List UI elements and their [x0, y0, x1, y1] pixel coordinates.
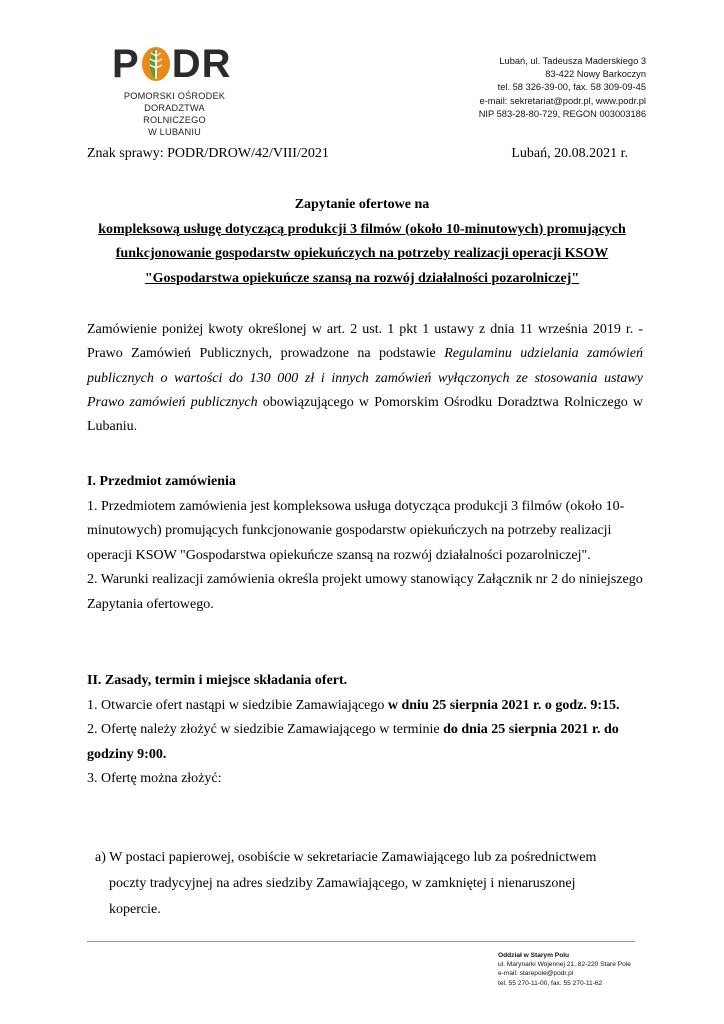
footer-branch-phone: tel. 55 270-11-00, fax. 55 270-11-62	[498, 979, 603, 987]
option-a-line3: kopercie.	[109, 902, 161, 917]
rules-item-1-date: w dniu 25 sierpnia 2021 r. o godz. 9:15.	[387, 697, 620, 713]
title-line1: Zapytanie ofertowe na	[294, 197, 430, 212]
section-rules	[87, 669, 647, 792]
section-subject	[87, 470, 647, 618]
section-rules-heading: II. Zasady, termin i miejsce składania ofert.	[87, 673, 348, 688]
case-number: Znak sprawy: PODR/DROW/42/VIII/2021	[87, 146, 329, 161]
submission-option-a	[95, 845, 635, 923]
intro-paragraph	[87, 318, 643, 439]
title-line3: funkcjonowanie gospodarstw opiekuńczych na potrzeby realizacji operacji KSOW	[115, 246, 609, 261]
address-street: Lubań, ul. Tadeusza Maderskiego 3	[499, 56, 646, 66]
section-subject-item-2: 2. Warunki realizacji zamówienia określa projekt umowy stanowiący Załącznik nr 2 do niniejszego Zapytania ofertowego.	[87, 572, 643, 612]
podr-logo	[112, 42, 237, 137]
intro-text-2: obowiązującego w Pomorskim Ośrodku Doradztwa Rolniczego w Lubaniu.	[87, 394, 643, 435]
section-rules-item-3: 3. Ofertę można złożyć:	[87, 771, 222, 787]
place-date: Lubań, 20.08.2021 r.	[511, 146, 628, 161]
logo-sub-line3: W LUBANIU	[148, 127, 201, 137]
title-line2: kompleksową usługę dotyczącą produkcji 3 filmów (około 10-minutowych) promujących	[98, 221, 626, 237]
section-subject-item-1: 1. Przedmiotem zamówienia jest kompleksowa usługa dotycząca produkcji 3 filmów (około 10-minutowych) promujących funkcjonowanie gospodarstw opiekuńczych na potrzeby realizacji operacji KSOW "Gospodarstwa opiekuńcze szansą na rozwój działalności pozarolniczej".	[87, 498, 625, 563]
address-phone: tel. 58 326-39-00, fax. 58 309-09-45	[497, 82, 646, 93]
footer-branch-email: e-mail: starepole@podr.pl	[498, 970, 574, 978]
header-address	[479, 55, 646, 121]
title-line4: "Gospodarstwa opiekuńcze szansą na rozwój działalności pozarolniczej"	[144, 270, 580, 286]
section-rules-item-1	[87, 694, 647, 719]
footer-branch-title: Oddział w Starym Polu	[498, 952, 570, 959]
section-subject-heading: I. Przedmiot zamówienia	[87, 474, 236, 489]
document-title	[60, 193, 664, 291]
logo-sub-line2: DORADZTWA ROLNICZEGO	[143, 103, 206, 125]
logo-sub-line1: POMORSKI OŚRODEK	[123, 91, 226, 101]
logo-grain-icon	[141, 46, 171, 82]
address-nip-regon: NIP 583-28-80-729, REGON 003003186	[478, 108, 646, 119]
footer-branch-info	[498, 951, 631, 988]
logo-letter-p: P	[112, 42, 140, 86]
intro-italic-regulation: Regulaminu udzielania zamówień publicznych o wartości do 130 000 zł i innych zamówień wyłączonych ze stosowania ustawy Prawo zamówień publicznych	[87, 346, 643, 410]
option-a-line2: poczty tradycyjnej na adres siedziby Zamawiającego, w zamkniętej i nienaruszonej	[109, 876, 576, 891]
intro-text-1: Zamówienie poniżej kwoty określonej w art. 2 ust. 1 pkt 1 ustawy z dnia 11 września 2019 r. - Prawo Zamówień Publicznych, prowadzone na podstawie	[87, 322, 643, 362]
address-city: 83-422 Nowy Barkoczyn	[545, 69, 646, 80]
footer-divider	[87, 941, 635, 942]
rules-item-1-text: 1. Otwarcie ofert nastąpi w siedzibie Zamawiającego	[87, 697, 388, 713]
logo-wordmark	[112, 42, 231, 86]
address-email: e-mail: sekretariat@podr.pl, www.podr.pl	[479, 95, 646, 106]
footer-branch-address: ul. Marynarki Wojennej 21, 82-220 Stare Pole	[498, 961, 631, 969]
logo-letters-dr: DR	[171, 42, 232, 86]
rules-item-2-deadline: do dnia 25 sierpnia 2021 r. do godziny 9:00.	[87, 722, 619, 762]
logo-subtitle	[112, 90, 237, 138]
option-a-line1: a) W postaci papierowej, osobiście w sekretariacie Zamawiającego lub za pośrednictwem	[95, 850, 597, 865]
rules-item-2-text: 2. Ofertę należy złożyć w siedzibie Zamawiającego w terminie	[87, 722, 444, 738]
section-rules-item-2	[87, 718, 647, 767]
